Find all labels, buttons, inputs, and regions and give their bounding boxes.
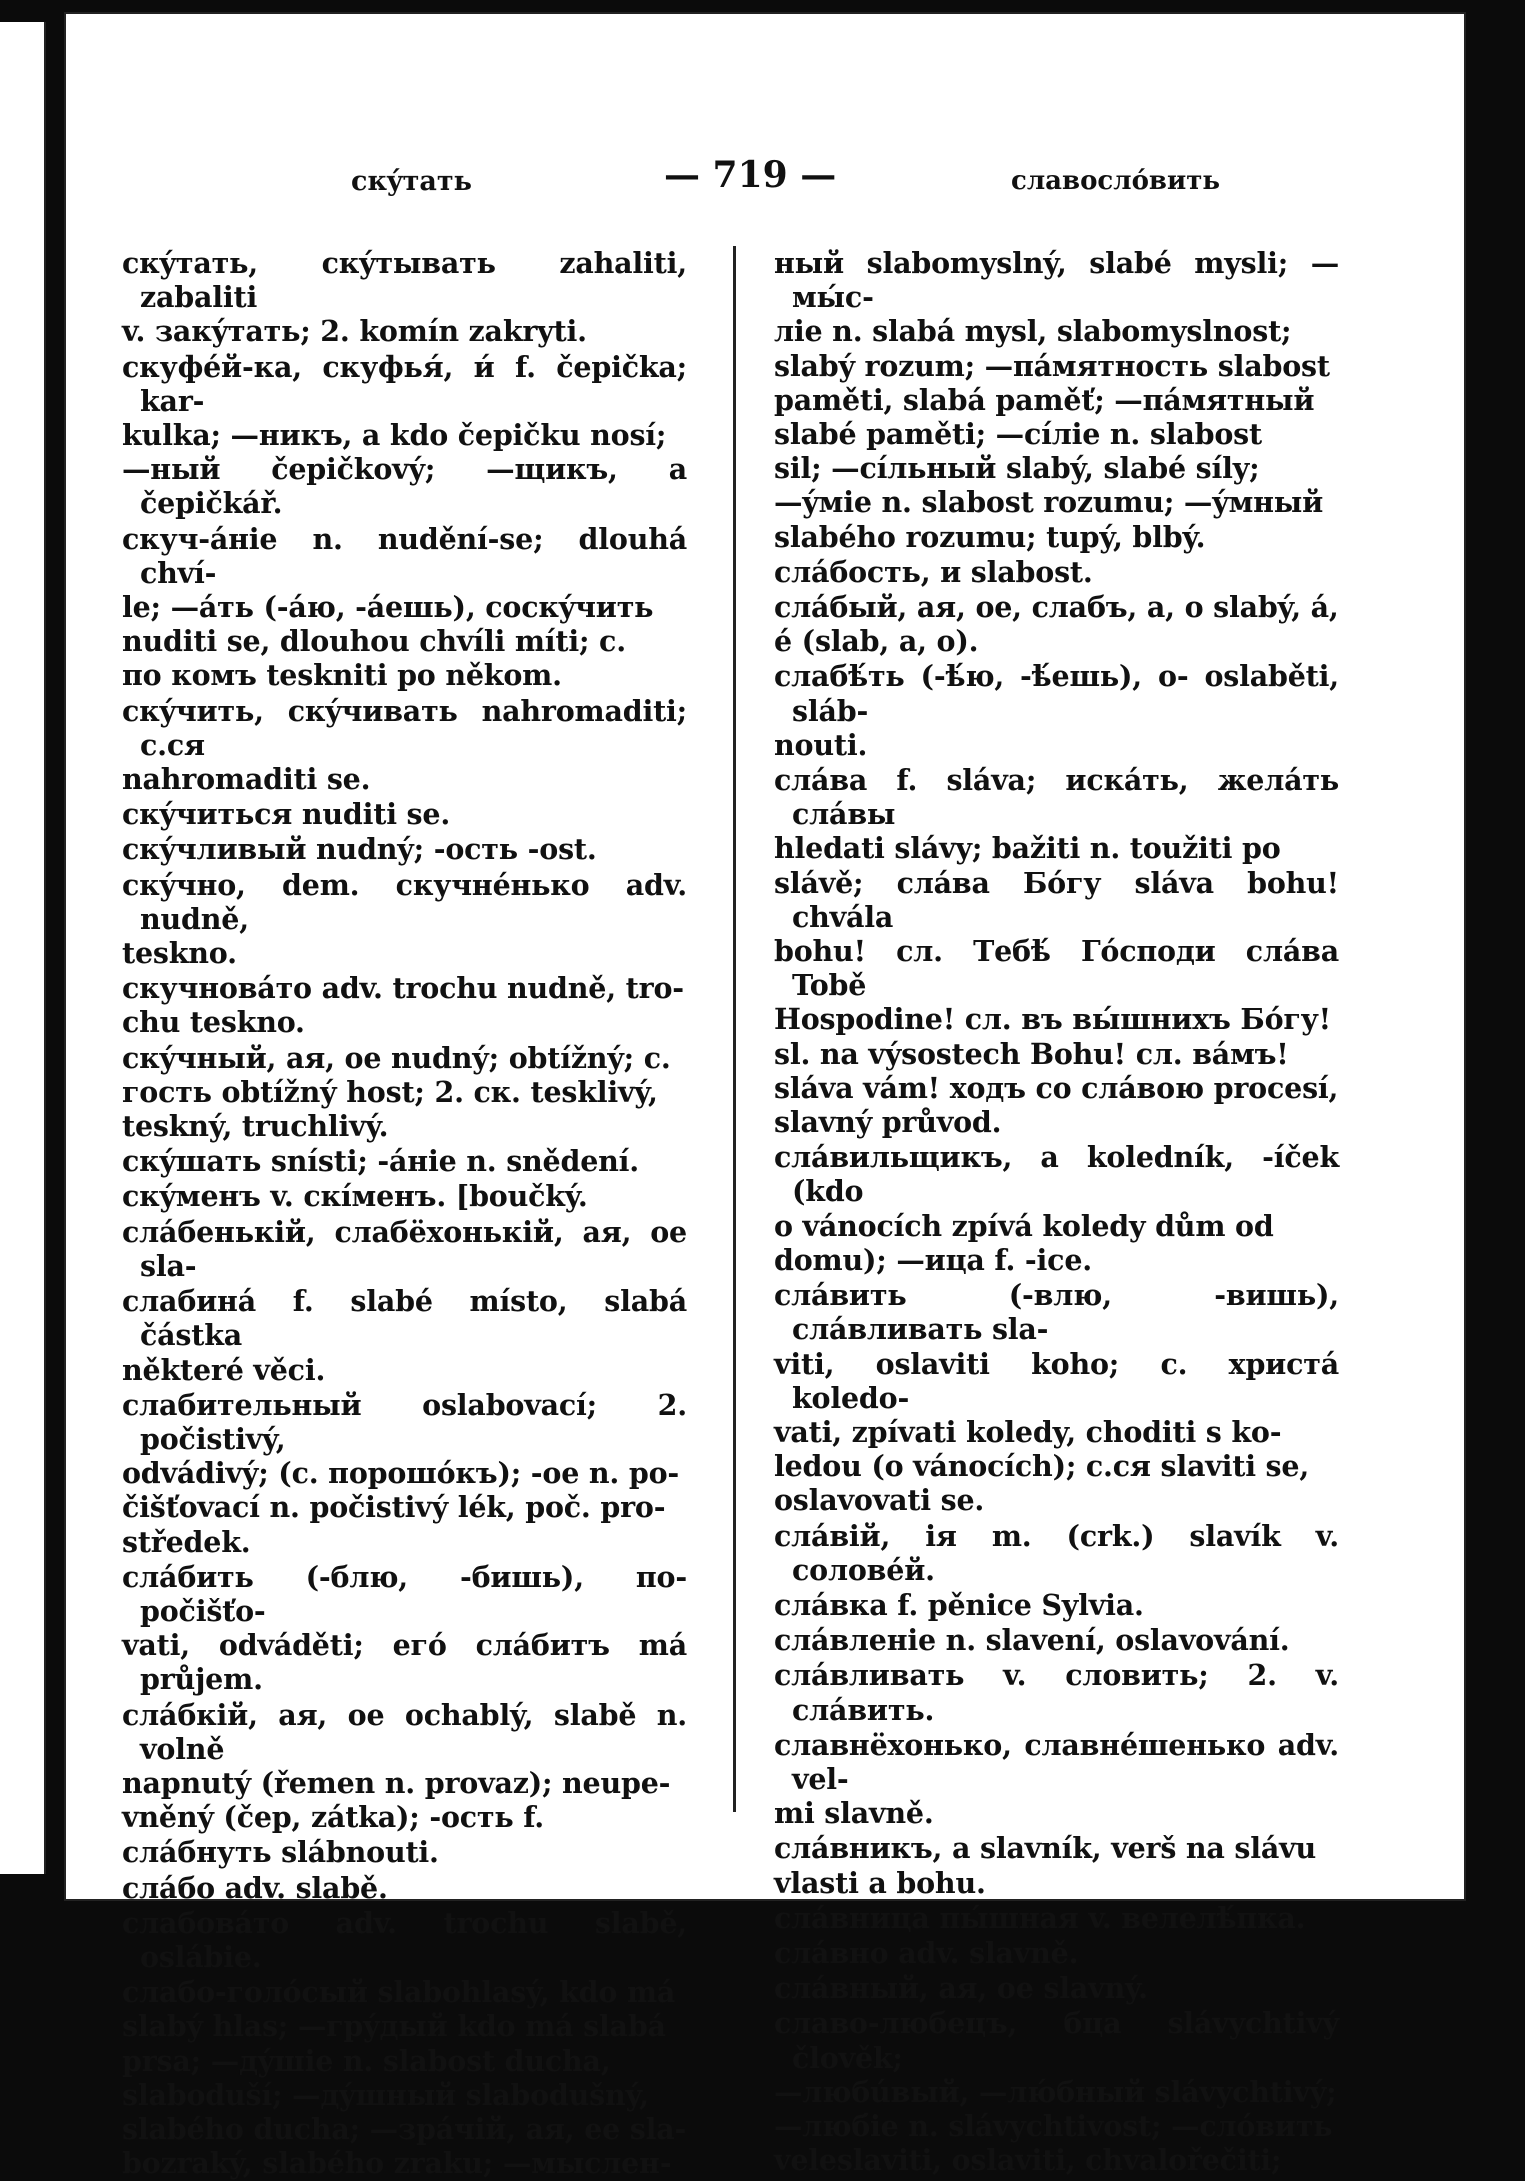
dictionary-entry (122, 694, 687, 797)
entry-line: слáбить (-блю, -бишь), по- počišťo- (122, 1559, 687, 1628)
entry-line: —любúвый, —лю́бный slávychtivý; (774, 2074, 1337, 2109)
entry-line: domu); —ица f. -ice. (774, 1242, 1092, 1277)
dictionary-entry (774, 1971, 1339, 2005)
dictionary-entry (122, 350, 687, 521)
entry-line: слáвильщикъ, a koledník, -íček (kdo (774, 1140, 1339, 1209)
entry-line: слáвка f. pěnice Sylvia. (774, 1587, 1144, 1622)
entry-line: скýчить, скýчивать nahromaditi; с.ся (122, 693, 687, 762)
right-column (774, 246, 1339, 2178)
entry-line: oslavovati se. (774, 1483, 985, 1518)
entry-line: nouti. (774, 727, 868, 762)
entry-line: слáвить (-влю, -вишь), слáвливать sla- (774, 1278, 1339, 1347)
dictionary-entry (122, 246, 687, 349)
entry-line: скуч-áніе n. nudění-se; dlouhá chví- (122, 521, 687, 590)
entry-line: odvádivý; (с. порошóкъ); -ое n. po- (122, 1456, 680, 1491)
page-number: — 719 — (664, 154, 837, 196)
entry-line: sil; —сíльный slabý, slabé síly; (774, 451, 1260, 486)
entry-line: слáбый, ая, ое, слабъ, а, о slabý, á, (774, 590, 1339, 625)
dictionary-entry (122, 1041, 687, 1144)
entry-line: některé věci. (122, 1352, 326, 1387)
dictionary-entry (774, 590, 1339, 658)
dictionary-entry (774, 1901, 1339, 1935)
dictionary-entry (122, 971, 687, 1039)
entry-line: slabé paměti; —сíліе n. slabost (774, 417, 1262, 452)
entry-line: o vánocích zpívá koledy dům od (774, 1208, 1274, 1243)
entry-line: mi slavně. (774, 1796, 934, 1831)
dictionary-entry (774, 763, 1339, 1139)
dictionary-entry (122, 1835, 687, 1869)
entry-line: слáбость, и slabost. (774, 554, 1093, 589)
dictionary-entry (774, 659, 1339, 762)
entry-line: слáвій, ія m. (crk.) slavík v. соловéй. (774, 1518, 1339, 1587)
dictionary-entry (122, 1179, 687, 1213)
entry-line: teskný, truchlivý. (122, 1109, 389, 1144)
entry-line: chu teskno. (122, 1005, 305, 1040)
page-header (66, 154, 1464, 197)
dictionary-entry (774, 1831, 1339, 1899)
dictionary-entry (774, 2006, 1339, 2177)
entry-line: —ный čepičkový; —щикъ, a čepičkář. (122, 452, 687, 521)
dictionary-entry (122, 1388, 687, 1559)
entry-line: скýчно, dem. скучнéнько adv. nudně, (122, 867, 687, 936)
dictionary-entry (774, 1519, 1339, 1587)
entry-line: слáвница пы́шная v. велелѣ́пка. (774, 1900, 1306, 1935)
entry-line: hledati slávy; bažiti n. toužiti po (774, 831, 1281, 866)
dictionary-entry (774, 1140, 1339, 1277)
entry-line: prsa; —дýшіе n. slabost ducha, (122, 2043, 611, 2078)
entry-line: é (slab, a, o). (774, 624, 979, 659)
entry-line: slaboduší; —дýшный slabodušný, (122, 2077, 649, 2112)
entry-line: paměti, slabá paměť; —пáмятный (774, 382, 1315, 417)
dictionary-entry (122, 522, 687, 693)
dictionary-entry (774, 1278, 1339, 1517)
column-divider (733, 246, 736, 1812)
dictionary-entry (122, 1215, 687, 1283)
entry-line: teskno. (122, 936, 237, 971)
entry-line: slávě; слáва Бóгу sláva bohu! chvála (774, 865, 1339, 934)
dictionary-entry (122, 868, 687, 971)
entry-line: sl. na výsostech Bohu! сл. вáмъ! (774, 1036, 1289, 1071)
entry-line: středek. (122, 1524, 251, 1559)
entry-line: слабинá f. slabé místo, slabá částka (122, 1284, 687, 1353)
entry-line: по комъ teskniti po někom. (122, 658, 562, 693)
entry-line: —ýміе n. slabost rozumu; —ýмный (774, 485, 1324, 520)
entry-line: vněný (čep, zátka); -ость f. (122, 1800, 544, 1835)
entry-line: слáвникъ, a slavník, verš na slávu (774, 1831, 1317, 1866)
entry-line: славнёхонько, славнéшенько adv. vel- (774, 1727, 1339, 1796)
entry-line: слáвливать v. словить; 2. v. слáвить. (774, 1658, 1339, 1727)
entry-line: Hospodine! сл. въ вы́шнихъ Бóгу! (774, 1002, 1331, 1037)
entry-line: viti, oslaviti koho; с. христá koledo- (774, 1346, 1339, 1415)
entry-line: bohu! сл. Тебѣ́ Гóсподи слáва Tobě (774, 934, 1339, 1003)
entry-line: napnutý (řemen n. provaz); neupe- (122, 1765, 671, 1800)
right-running-headword: славослóвить (1011, 166, 1221, 196)
entry-line: slabého rozumu; tupý, blbý. (774, 519, 1206, 554)
entry-line: скýменъ v. скíменъ. [boučký. (122, 1179, 588, 1214)
entry-line: vati, odváděti; егó слáбитъ má průjem. (122, 1628, 687, 1697)
entry-line: слáбо adv. slabě. (122, 1870, 388, 1905)
entry-line: слабо-голóсый slabohlasý, kdo má (122, 1975, 676, 2010)
dictionary-entry (122, 1975, 687, 2180)
entry-line: скуфéй-ка, скуфья́, и́ f. čepička; kar- (122, 349, 687, 418)
entry-line: скýчливый nudný; -ость -ost. (122, 832, 597, 867)
entry-line: nahromaditi se. (122, 762, 371, 797)
dictionary-entry (774, 1658, 1339, 1726)
dictionary-entry (774, 1936, 1339, 1970)
dictionary-entry (774, 1588, 1339, 1622)
previous-page-edge (0, 22, 46, 1874)
entry-line: слáбкій, ая, ое ochablý, slabě n. volně (122, 1697, 687, 1766)
dictionary-entry (122, 797, 687, 831)
entry-line: скýтать, скýтывать zahaliti, zabaliti (122, 246, 687, 315)
entry-line: слáва f. sláva; искáть, желáть слáвы (774, 763, 1339, 832)
entry-line: slavný průvod. (774, 1105, 1002, 1140)
dictionary-entry (122, 1560, 687, 1697)
entry-line: славо-любецъ, бца slávychtivý člověk; (774, 2006, 1339, 2075)
entry-line: nuditi se, dlouhou chvíli míti; c. (122, 624, 626, 659)
entry-line: слабовáто adv. trochu slabě, oslábie. (122, 1905, 687, 1974)
left-running-headword: скýтать (351, 166, 472, 197)
entry-line: слáвленіе n. slavení, oslavování. (774, 1623, 1290, 1658)
entry-line: слáвный, ая, ое slavný. (774, 1971, 1148, 2006)
entry-line: bozraký, slabého zraku; —мыслен- (122, 2146, 672, 2181)
entry-line: čišťovací n. počistivý lék, poč. pro- (122, 1490, 666, 1525)
entry-line: скучновáто adv. trochu nudně, tro- (122, 971, 684, 1006)
entry-line: slabý rozum; —пáмятность slabost (774, 348, 1330, 383)
dictionary-page (64, 12, 1466, 2181)
entry-line: ledou (o vánocích); с.ся slaviti se, (774, 1449, 1310, 1484)
dictionary-entry (122, 1871, 687, 1905)
entry-line: kulka; —никъ, a kdo čepičku nosí; (122, 418, 667, 453)
dictionary-entry (122, 1284, 687, 1387)
entry-line: —люб́іе n. slávychtivost; —слóвить (774, 2108, 1333, 2143)
left-column (122, 246, 687, 2181)
dictionary-entry (122, 1698, 687, 1835)
entry-line: гость obtížný host; 2. ск. tesklivý, (122, 1074, 658, 1109)
entry-line: vati, zpívati koledy, choditi s ko- (774, 1414, 1282, 1449)
entry-line: sláva vám! ходъ со слáвою procesí, (774, 1070, 1339, 1105)
entry-line: ный slabomyslný, slabé mysli; —мы́с- (774, 246, 1339, 315)
entry-line: слабительный oslabovací; 2. počistivý, (122, 1387, 687, 1456)
dictionary-entry (774, 1623, 1339, 1657)
dictionary-entry (774, 555, 1339, 589)
entry-line: le; —áть (-áю, -áешь), соскýчить (122, 590, 654, 625)
dictionary-entry (122, 1144, 687, 1178)
dictionary-entry (122, 1906, 687, 1974)
entry-line: veleslaviti, oslaviti, chvalořečiti; (774, 2143, 1282, 2178)
dictionary-entry (774, 246, 1339, 554)
entry-line: v. закýтать; 2. komín zakryti. (122, 314, 587, 349)
entry-line: слáбенькій, слабёхонькій, ая, ое sla- (122, 1214, 687, 1283)
entry-line: слáбнуть slábnouti. (122, 1835, 439, 1870)
entry-line: slabý hlas; —грýдый kdo má slabá (122, 2009, 666, 2044)
entry-line: slabého ducha; —зрáчій, ая, ее sla- (122, 2111, 687, 2146)
dictionary-entry (774, 1728, 1339, 1831)
entry-line: скýчный, ая, ое nudný; obtížný; с. (122, 1040, 671, 1075)
entry-line: ліе n. slabá mysl, slabomyslnost; (774, 314, 1292, 349)
entry-line: скýчиться nuditi se. (122, 797, 451, 832)
dictionary-entry (122, 832, 687, 866)
entry-line: слабѣ́ть (-ѣ́ю, -ѣ́ешь), о- oslaběti, sláb- (774, 659, 1339, 728)
entry-line: слáвно adv. slavně. (774, 1935, 1079, 1970)
entry-line: vlasti a bohu. (774, 1865, 986, 1900)
entry-line: скýшать snísti; -áніе n. snědení. (122, 1144, 640, 1179)
